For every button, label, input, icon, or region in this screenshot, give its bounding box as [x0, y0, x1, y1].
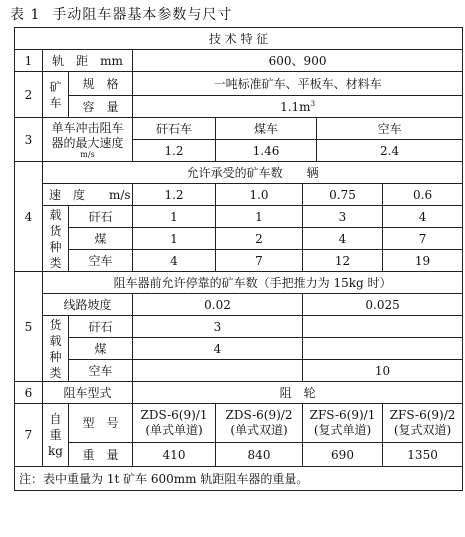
spec-label: 规 格 [69, 72, 133, 96]
caption-label: 表 1 [10, 7, 41, 23]
speed-empty: 2.4 [317, 140, 463, 162]
weight-label: 重 量 [69, 443, 133, 467]
max-speed-label: 单车冲击阻车 器的最大速度 m/s [43, 118, 133, 162]
speed-label: 速 度 m/s [43, 184, 133, 206]
allow-coal-row: 煤 1 2 4 7 [15, 228, 463, 250]
col-empty-car: 空车 [317, 118, 463, 140]
speed-value: 1.2 [133, 184, 216, 206]
cargo-label: 矸石 [69, 316, 133, 338]
weight-row: 重 量 410 840 690 1350 [15, 443, 463, 467]
row-number: 6 [15, 382, 43, 404]
row-number: 5 [15, 272, 43, 382]
model-row [15, 404, 463, 443]
grade-label: 线路坡度 [43, 294, 133, 316]
park-coal-row: 煤 4 [15, 338, 463, 360]
caption-title: 手动阻车器基本参数与尺寸 [52, 7, 233, 23]
gauge-label: 轨 距 mm [43, 50, 133, 72]
allow-speed-row [15, 184, 463, 206]
speed-gangue: 1.2 [133, 140, 216, 162]
row-number: 4 [15, 162, 43, 272]
cargo-type-label: 货 载 种 类 [43, 316, 69, 382]
model-cell: ZFS-6(9)/1 (复式单道) [303, 404, 383, 443]
allow-gangue-row: 载 货 种 类 矸石 1 1 3 4 [15, 206, 463, 228]
table-note: 注：表中重量为 1t 矿车 600mm 轨距阻车器的重量。 [15, 467, 463, 491]
allow-title: 允许承受的矿车数 辆 [43, 162, 463, 184]
load-label: 空车 [69, 250, 133, 272]
allow-empty-row: 空车 4 7 12 19 [15, 250, 463, 272]
park-gangue-row: 货 载 种 类 矸石 3 [15, 316, 463, 338]
capacity-value: $1.1m^3$ [133, 96, 463, 118]
park-title: 阻车器前允许停靠的矿车数（手把推力为 15kg 时） [43, 272, 463, 294]
load-type-label: 载 货 种 类 [43, 206, 69, 272]
col-gangue-car: 矸石车 [133, 118, 216, 140]
park-grade-row [15, 294, 463, 316]
spec-value: 一吨标准矿车、平板车、材料车 [133, 72, 463, 96]
capacity-label: 容 量 [69, 96, 133, 118]
model-cell: ZDS-6(9)/2 (单式双道) [216, 404, 303, 443]
header-row [15, 28, 463, 50]
row-number: 1 [15, 50, 43, 72]
table-caption [10, 4, 244, 24]
load-label: 煤 [69, 228, 133, 250]
note-row [15, 467, 463, 491]
cargo-label: 空车 [69, 360, 133, 382]
model-cell: ZFS-6(9)/2 (复式双道) [383, 404, 463, 443]
stop-type-row [15, 382, 463, 404]
speed-coal: 1.46 [216, 140, 317, 162]
grade-value: 0.02 [133, 294, 303, 316]
parameter-table [14, 27, 463, 491]
row-number: 2 [15, 72, 43, 118]
header-cell: 技 术 特 征 [15, 28, 463, 50]
stop-type-label: 阻车型式 [43, 382, 133, 404]
speed-value: 1.0 [216, 184, 303, 206]
model-label: 型 号 [69, 404, 133, 443]
car-group-label: 矿 车 [43, 72, 69, 118]
allow-title-row [15, 162, 463, 184]
park-empty-row: 空车 10 [15, 360, 463, 382]
col-coal-car: 煤车 [216, 118, 317, 140]
stop-type-value: 阻 轮 [133, 382, 463, 404]
car-capacity-row [15, 96, 463, 118]
park-title-row [15, 272, 463, 294]
car-spec-row [15, 72, 463, 96]
self-weight-label: 自 重 kg [43, 404, 69, 467]
speed-value: 0.6 [383, 184, 463, 206]
load-label: 矸石 [69, 206, 133, 228]
cargo-label: 煤 [69, 338, 133, 360]
grade-value: 0.025 [303, 294, 463, 316]
gauge-value: 600、900 [133, 50, 463, 72]
gauge-row [15, 50, 463, 72]
row-number: 3 [15, 118, 43, 162]
max-speed-header-row [15, 118, 463, 140]
model-cell: ZDS-6(9)/1 (单式单道) [133, 404, 216, 443]
speed-value: 0.75 [303, 184, 383, 206]
row-number: 7 [15, 404, 43, 467]
